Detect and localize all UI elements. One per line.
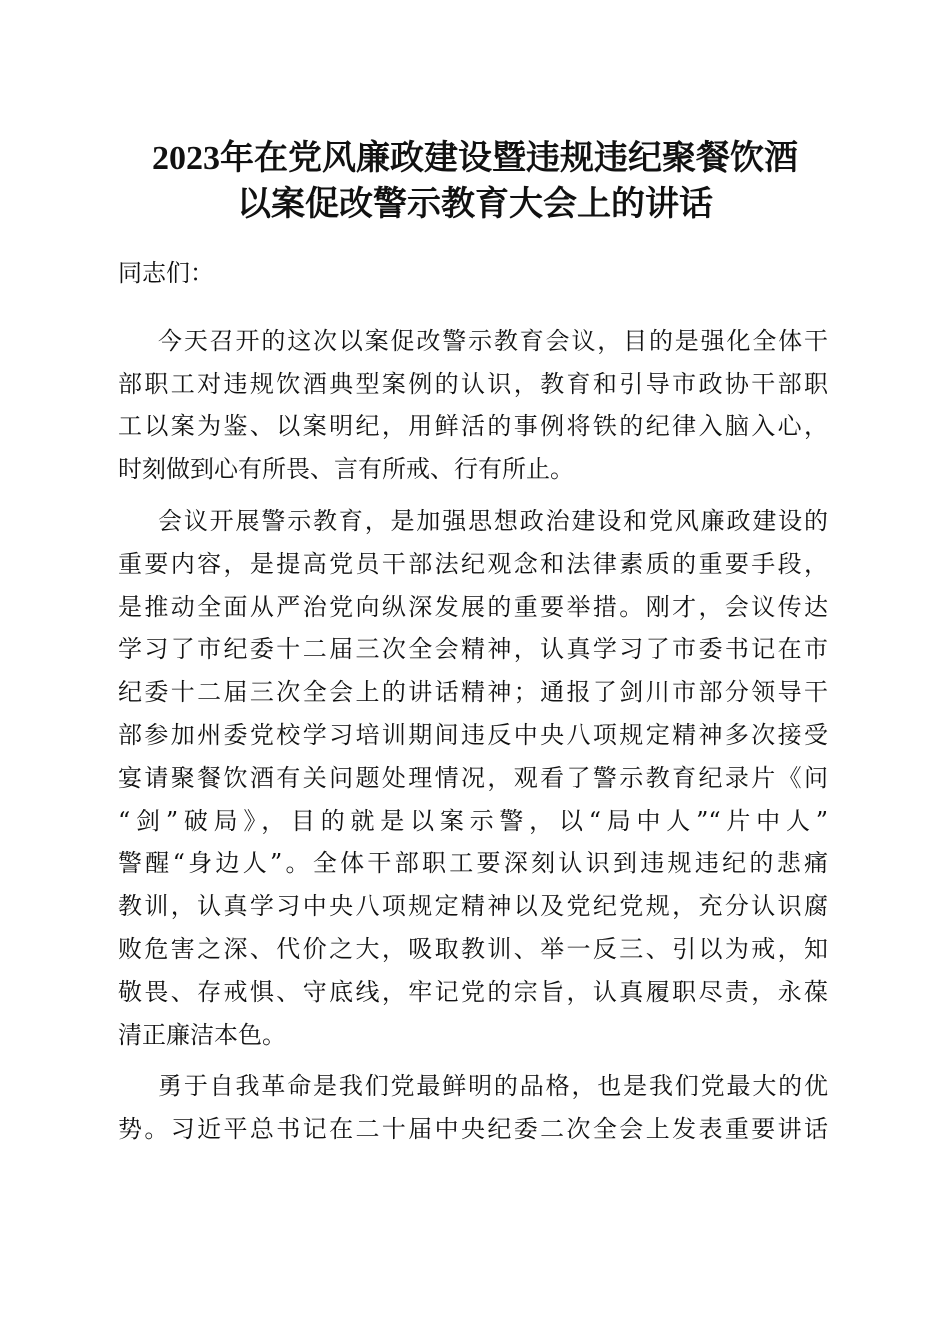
paragraph-line: 纪委十二届三次全会上的讲话精神；通报了剑川市部分领导干	[118, 678, 828, 707]
paragraph-line: 敬畏、存戒惧、守底线，牢记党的宗旨，认真履职尽责，永葆	[118, 977, 828, 1006]
paragraph-line: 败危害之深、代价之大，吸取教训、举一反三、引以为戒，知	[118, 934, 828, 963]
title-line-2: 以案促改警示教育大会上的讲话	[237, 186, 713, 223]
paragraph-line: 工以案为鉴、以案明纪，用鲜活的事例将铁的纪律入脑入心，	[118, 412, 828, 441]
paragraph	[118, 1065, 828, 1151]
paragraph-line: 时刻做到心有所畏、言有所戒、行有所止。	[118, 455, 574, 484]
paragraph-line: 清正廉洁本色。	[118, 1020, 286, 1049]
paragraph-line: 是推动全面从严治党向纵深发展的重要举措。刚才，会议传达	[118, 592, 828, 621]
paragraph-line: 部参加州委党校学习培训期间违反中央八项规定精神多次接受	[118, 720, 828, 749]
document-body	[118, 252, 828, 1160]
paragraph-line: 警醒“身边人”。全体干部职工要深刻认识到违规违纪的悲痛	[118, 849, 828, 878]
paragraph-line: 勇于自我革命是我们党最鲜明的品格，也是我们党最大的优	[158, 1072, 828, 1101]
title-line-1: 2023年在党风廉政建设暨违规违纪聚餐饮酒	[152, 140, 798, 177]
paragraph-line: 学习了市纪委十二届三次全会精神，认真学习了市委书记在市	[118, 635, 828, 664]
paragraph-line: 势。习近平总书记在二十届中央纪委二次全会上发表重要讲话	[118, 1115, 828, 1144]
paragraph-line: 会议开展警示教育，是加强思想政治建设和党风廉政建设的	[158, 506, 828, 535]
document-title	[100, 136, 850, 228]
paragraph-line: 宴请聚餐饮酒有关问题处理情况，观看了警示教育纪录片《问	[118, 763, 828, 792]
paragraphs	[118, 320, 828, 1151]
greeting: 同志们：	[118, 259, 214, 287]
paragraph-line: 今天召开的这次以案促改警示教育会议，目的是强化全体干	[158, 326, 828, 355]
paragraph-line: 部职工对违规饮酒典型案例的认识，教育和引导市政协干部职	[118, 369, 828, 398]
paragraph-line: 重要内容，是提高党员干部法纪观念和法律素质的重要手段，	[118, 549, 828, 578]
paragraph-line: “剑”破局》，目的就是以案示警，以“局中人”“片中人”	[118, 806, 828, 835]
paragraph	[118, 500, 828, 1056]
paragraph	[118, 320, 828, 491]
paragraph-line: 教训，认真学习中央八项规定精神以及党纪党规，充分认识腐	[118, 892, 828, 921]
